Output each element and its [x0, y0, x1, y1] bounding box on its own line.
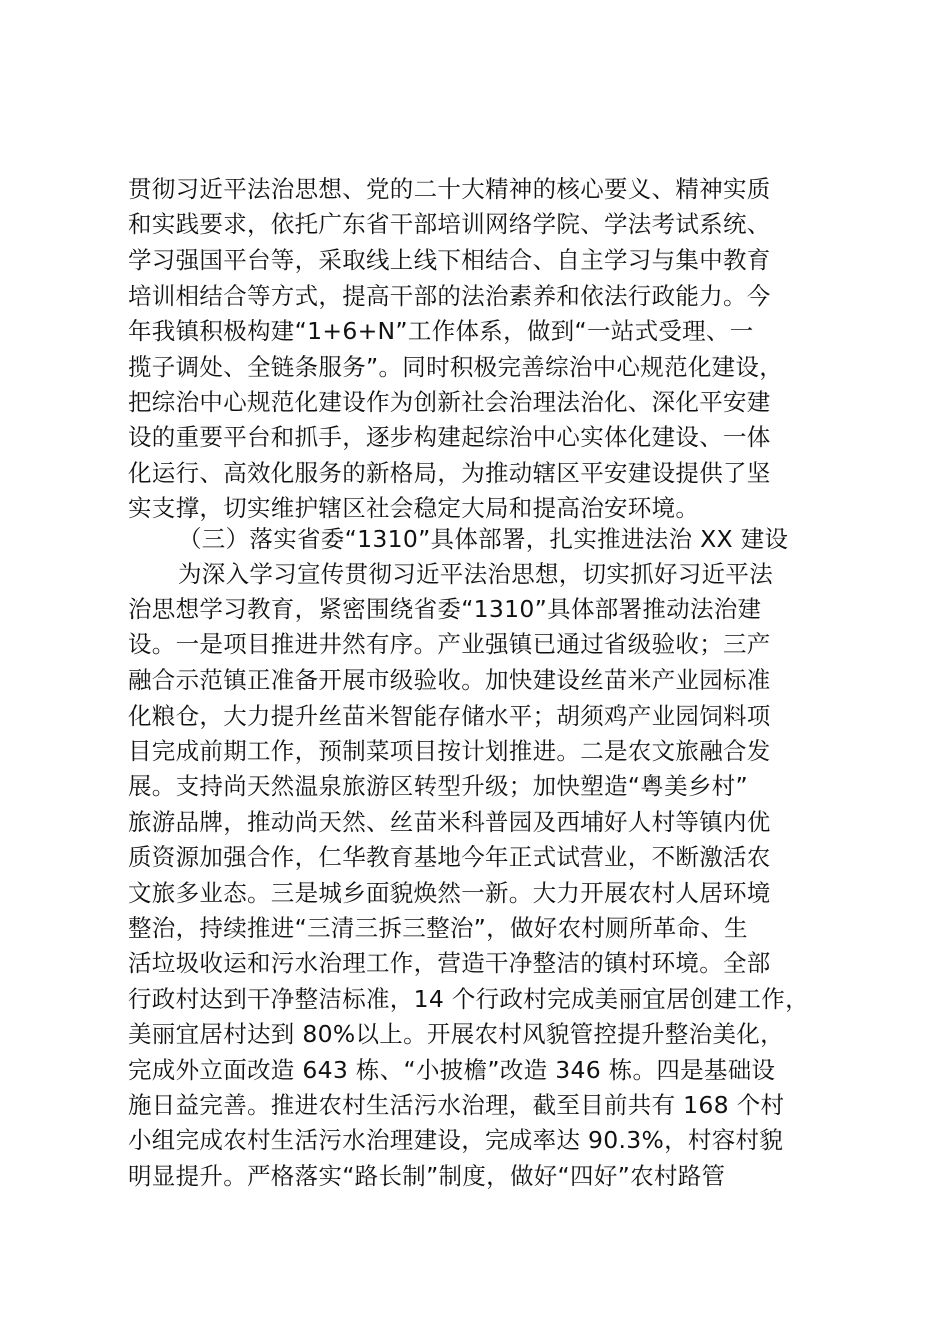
text-line: 治思想学习教育，紧密围绕省委“1310”具体部署推动法治建 [128, 595, 762, 623]
text-line: 行政村达到干净整洁标准，14 个行政村完成美丽宜居创建工作， [128, 985, 809, 1013]
text-line: 贯彻习近平法治思想、党的二十大精神的核心要义、精神实质 [128, 175, 771, 203]
text-line: 小组完成农村生活污水治理建设，完成率达 90.3%，村容村貌 [128, 1126, 784, 1154]
text-line: 为深入学习宣传贯彻习近平法治思想，切实抓好习近平法 [178, 560, 773, 588]
text-line: 年我镇积极构建“1+6+N”工作体系，做到“一站式受理、一 [128, 317, 754, 345]
text-line: 把综治中心规范化建设作为创新社会治理法治化、深化平安建 [128, 388, 771, 416]
text-line: 设。一是项目推进井然有序。产业强镇已通过省级验收；三产 [128, 630, 771, 658]
text-line: 施日益完善。推进农村生活污水治理，截至目前共有 168 个村 [128, 1091, 785, 1119]
text-line: 活垃圾收运和污水治理工作，营造干净整洁的镇村环境。全部 [128, 949, 771, 977]
text-line: 化运行、高效化服务的新格局，为推动辖区平安建设提供了坚 [128, 459, 771, 487]
section-heading: （三）落实省委“1310”具体部署，扎实推进法治 XX 建设 [178, 525, 789, 553]
text-line: 美丽宜居村达到 80%以上。开展农村风貌管控提升整治美化， [128, 1020, 784, 1048]
text-line: 质资源加强合作，仁华教育基地今年正式试营业，不断激活农 [128, 843, 771, 871]
text-line: 学习强国平台等，采取线上线下相结合、自主学习与集中教育 [128, 246, 771, 274]
text-line: 目完成前期工作，预制菜项目按计划推进。二是农文旅融合发 [128, 737, 771, 765]
text-line: 和实践要求，依托广东省干部培训网络学院、学法考试系统、 [128, 210, 771, 238]
text-line: 融合示范镇正准备开展市级验收。加快建设丝苗米产业园标准 [128, 666, 771, 694]
text-line: 设的重要平台和抓手，逐步构建起综治中心实体化建设、一体 [128, 423, 771, 451]
text-line: 文旅多业态。三是城乡面貌焕然一新。大力开展农村人居环境 [128, 879, 771, 907]
text-line: 实支撑，切实维护辖区社会稳定大局和提高治安环境。 [128, 494, 700, 522]
text-line: 培训相结合等方式，提高干部的法治素养和依法行政能力。今 [128, 282, 771, 310]
text-line: 展。支持尚天然温泉旅游区转型升级；加快塑造“粤美乡村” [128, 772, 748, 800]
text-line: 明显提升。严格落实“路长制”制度，做好“四好”农村路管 [128, 1162, 726, 1190]
text-line: 整治，持续推进“三清三拆三整治”，做好农村厕所革命、生 [128, 914, 748, 942]
text-line: 揽子调处、全链条服务”。同时积极完善综治中心规范化建设， [128, 353, 784, 381]
text-line: 旅游品牌，推动尚天然、丝苗米科普园及西埔好人村等镇内优 [128, 808, 771, 836]
text-line: 完成外立面改造 643 栋、“小披檐”改造 346 栋。四是基础设 [128, 1056, 776, 1084]
text-line: 化粮仓，大力提升丝苗米智能存储水平；胡须鸡产业园饲料项 [128, 702, 771, 730]
